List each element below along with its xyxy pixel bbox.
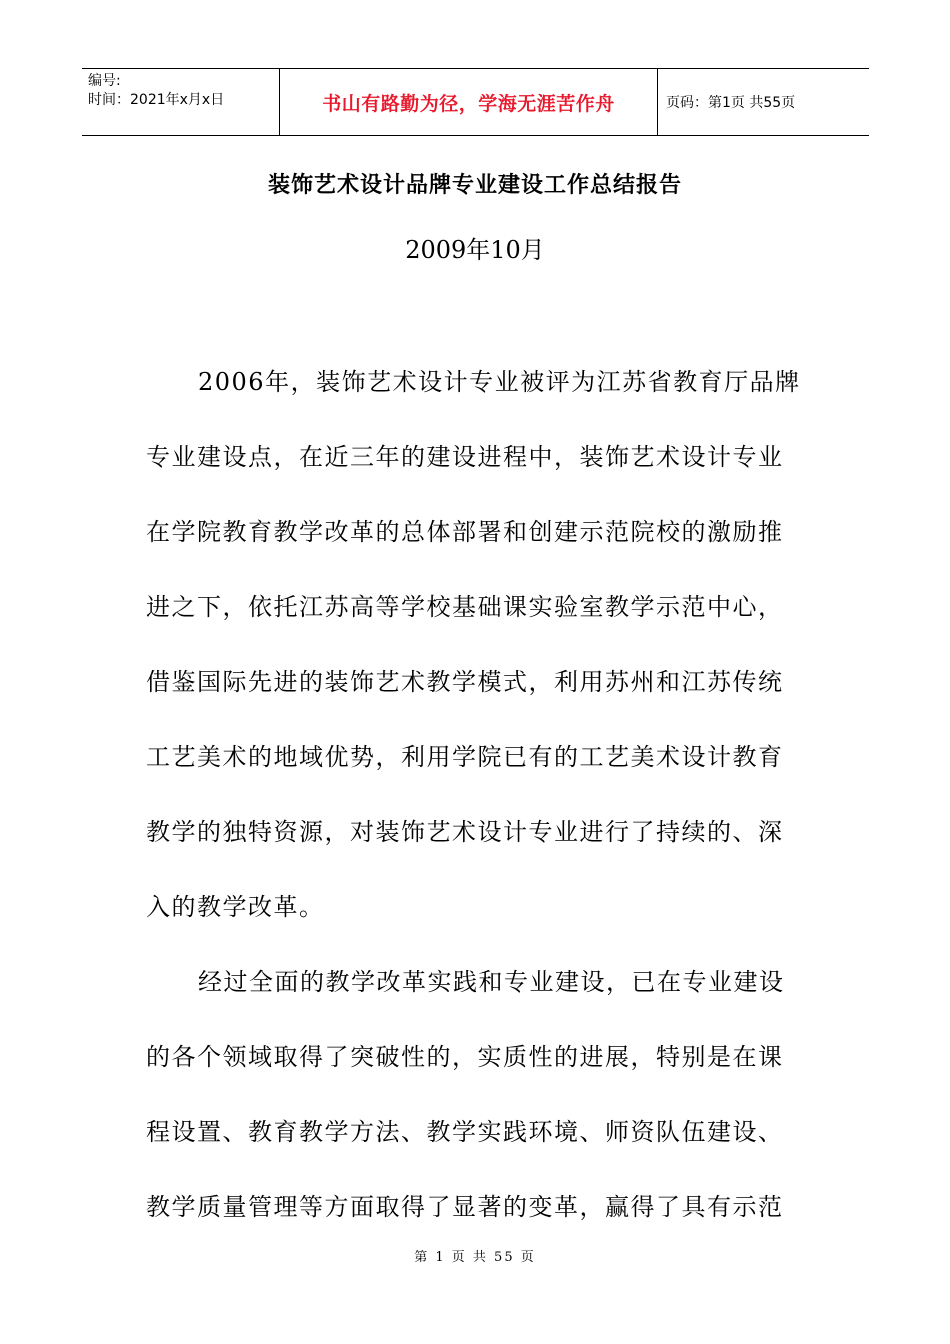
header-meta-cell — [82, 69, 280, 135]
paragraph-line: 经过全面的教学改革实践和专业建设，已在专业建设 — [198, 968, 785, 996]
header-motto: 书山有路勤为径，学海无涯苦作舟 — [280, 69, 658, 135]
paragraph-line: 教学质量管理等方面取得了显著的变革，赢得了具有示范 — [146, 1193, 784, 1221]
document-date: 2009年10月 — [405, 236, 545, 264]
paragraph-line: 程设置、教育教学方法、教学实践环境、师资队伍建设、 — [146, 1118, 784, 1146]
paragraph-line: 教学的独特资源，对装饰艺术设计专业进行了持续的、深 — [146, 818, 784, 846]
paragraph-line: 入的教学改革。 — [146, 893, 325, 921]
document-body — [146, 358, 806, 1258]
paragraph-line: 专业建设点，在近三年的建设进程中，装饰艺术设计专业 — [146, 443, 784, 471]
document-title: 装饰艺术设计品牌专业建设工作总结报告 — [267, 173, 682, 198]
time-label: 时间：2021年x月x日 — [88, 92, 225, 108]
serial-label: 编号: — [88, 73, 121, 89]
page-footer: 第 1 页 共 55 页 — [414, 1250, 536, 1265]
paragraph-line: 2006年，装饰艺术设计专业被评为江苏省教育厅品牌 — [198, 368, 801, 396]
header-table — [82, 68, 869, 136]
paragraph-line: 的各个领域取得了突破性的，实质性的进展，特别是在课 — [146, 1043, 784, 1071]
paragraph-line: 在学院教育教学改革的总体部署和创建示范院校的激励推 — [146, 518, 784, 546]
header-page-info: 页码：第1页 共55页 — [666, 95, 796, 111]
paragraph-line: 进之下，依托江苏高等学校基础课实验室教学示范中心， — [146, 593, 784, 621]
paragraph-line: 工艺美术的地域优势，利用学院已有的工艺美术设计教育 — [146, 743, 784, 771]
paragraph-line: 借鉴国际先进的装饰艺术教学模式，利用苏州和江苏传统 — [146, 668, 784, 696]
